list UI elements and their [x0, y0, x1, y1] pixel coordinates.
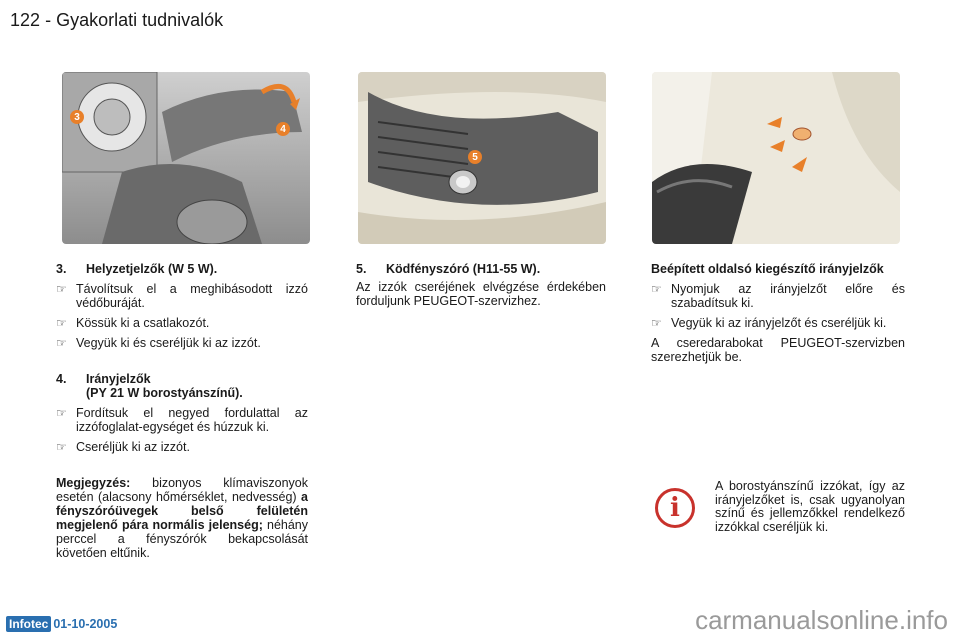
column-middle [356, 262, 606, 310]
item-3-step-1: ☞ Távolítsuk el a meghibásodott izzó védőburáját. [56, 282, 308, 310]
watermark: carmanualsonline.info [695, 605, 948, 635]
engine-bay-photo [62, 72, 310, 244]
item-3-step-2: ☞ Kössük ki a csatlakozót. [56, 316, 210, 330]
header-separator: - [45, 10, 52, 30]
fog-light-text: Az izzók cseréjének elvégzése érdekében forduljunk PEUGEOT-szervizhez. [356, 280, 606, 308]
fog-light-photo [358, 72, 606, 244]
item-4-step-2: ☞ Cseréljük ki az izzót. [56, 440, 190, 454]
hand-pointer-icon: ☞ [651, 282, 662, 296]
page-header [10, 10, 223, 31]
item-4-heading: 4. Irányjelzők (PY 21 W borostyánszínű). [56, 372, 243, 400]
hand-pointer-icon: ☞ [651, 316, 662, 330]
side-repeater-step-2: ☞ Vegyük ki az irányjelzőt és cseréljük ki. [651, 316, 887, 330]
hand-pointer-icon: ☞ [56, 336, 67, 350]
page-number: 122 [10, 10, 41, 30]
info-box [655, 480, 905, 534]
hand-pointer-icon: ☞ [56, 406, 67, 420]
hand-pointer-icon: ☞ [56, 440, 67, 454]
info-text: A borostyánszínű izzókat, így az irányjelzőket is, csak ugyanolyan színű és jellemzőkkel rendelkező izzókkal cseréljük ki. [715, 479, 905, 534]
callout-5: 5 [468, 150, 482, 164]
hand-pointer-icon: ☞ [56, 282, 67, 296]
info-icon: i [655, 488, 695, 528]
item-3-heading: 3. Helyzetjelzők (W 5 W). [56, 262, 218, 276]
spare-parts-text: A cseredarabokat PEUGEOT-szervizben szerezhetjük be. [651, 336, 905, 364]
brand-logo: Infotec [6, 616, 51, 632]
side-repeater-photo [652, 72, 900, 244]
callout-3: 3 [70, 110, 84, 124]
item-4-step-1: ☞ Fordítsuk el negyed fordulattal az izzófoglalat-egységet és húzzuk ki. [56, 406, 308, 434]
column-right [651, 262, 905, 366]
page-title: Gyakorlati tudnivalók [56, 10, 224, 30]
side-repeater-heading: Beépített oldalsó kiegészítő irányjelzők [651, 262, 884, 276]
note-paragraph: Megjegyzés: bizonyos klímaviszonyok esetén (alacsony hőmérséklet, nedvesség) a fényszóróüvegek belső felületén megjelenő pára normális jelenség; néhány perccel a fényszórók bekapcsolását követően eltűnik. [56, 476, 309, 560]
side-repeater-step-1: ☞ Nyomjuk az irányjelzőt előre és szabadítsuk ki. [651, 282, 905, 310]
print-date: 01-10-2005 [53, 617, 118, 631]
item-5-heading: 5. Ködfényszóró (H11-55 W). [356, 262, 541, 276]
hand-pointer-icon: ☞ [56, 316, 67, 330]
column-left [56, 262, 308, 562]
footer [6, 616, 117, 632]
item-3-step-3: ☞ Vegyük ki és cseréljük ki az izzót. [56, 336, 261, 350]
callout-4: 4 [276, 122, 290, 136]
